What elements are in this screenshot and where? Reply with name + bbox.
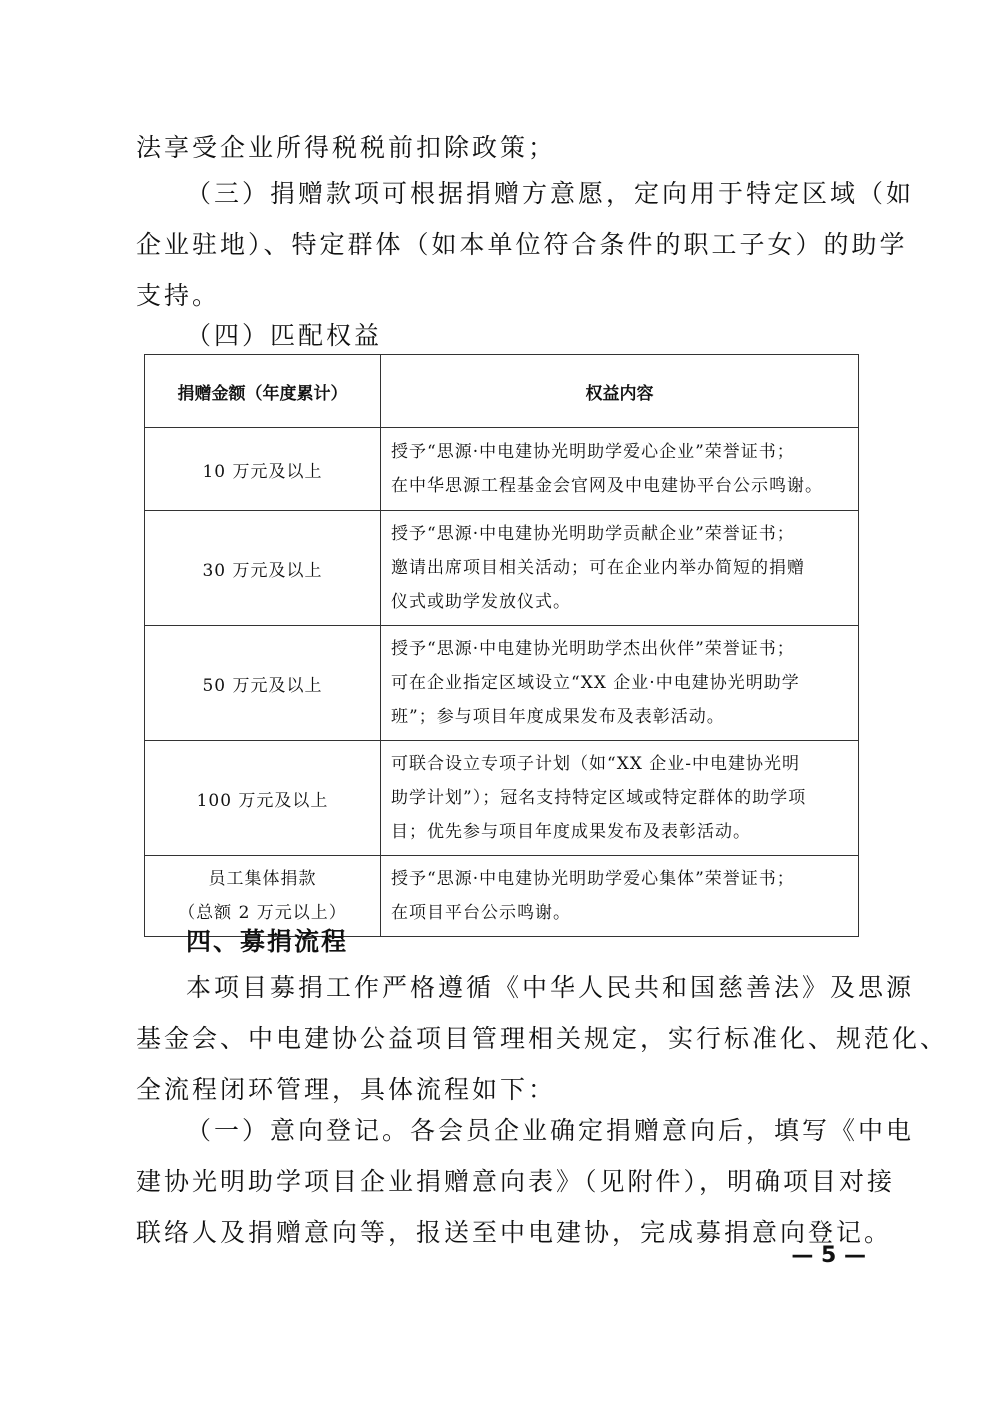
benefit-text: 可在企业指定区域设立“XX 企业·中电建协光明助学: [391, 673, 800, 693]
amount-text: 10 万元及以上: [202, 461, 323, 482]
amount-cell: [145, 428, 381, 511]
amount-cell: [145, 511, 381, 626]
benefit-text: 仪式或助学发放仪式。: [391, 592, 571, 612]
paragraph-intent-registration: [136, 1105, 915, 1258]
benefit-text: 授予“思源·中电建协光明助学贡献企业”荣誉证书；: [391, 524, 795, 544]
heading-text: 四、募捐流程: [186, 927, 349, 956]
benefit-text: 目；优先参与项目年度成果发布及表彰活动。: [391, 822, 751, 842]
text-line: 本项目募捐工作严格遵循《中华人民共和国慈善法》及思源: [186, 973, 915, 1002]
header-donation-amount: 捐赠金额（年度累计）: [145, 355, 381, 428]
amount-text: （总额 2 万元以上）: [178, 903, 347, 923]
benefit-text: 授予“思源·中电建协光明助学爱心企业”荣誉证书；: [391, 442, 795, 462]
table-row: [145, 626, 859, 741]
benefits-table: [144, 354, 859, 937]
paragraph-process-intro: [136, 962, 949, 1115]
benefit-text: 在中华思源工程基金会官网及中电建协平台公示鸣谢。: [391, 476, 823, 496]
benefit-text: 授予“思源·中电建协光明助学爱心集体”荣誉证书；: [391, 869, 795, 889]
text-line: 联络人及捐赠意向等，报送至中电建协，完成募捐意向登记。: [136, 1218, 893, 1247]
benefit-text: 可联合设立专项子计划（如“XX 企业-中电建协光明: [391, 754, 801, 774]
text-line: （三）捐赠款项可根据捐赠方意愿，定向用于特定区域（如: [186, 179, 915, 208]
benefit-text: 邀请出席项目相关活动；可在企业内举办简短的捐赠: [391, 558, 805, 578]
amount-text: 员工集体捐款: [208, 869, 317, 889]
text-line: 支持。: [136, 281, 221, 310]
benefit-text: 在项目平台公示鸣谢。: [391, 903, 571, 923]
benefit-cell: [381, 626, 859, 741]
table-header-row: [145, 355, 859, 428]
paragraph-directed-donation: [136, 168, 915, 321]
text-line: 法享受企业所得税税前扣除政策；: [136, 133, 557, 162]
benefit-text: 班”；参与项目年度成果发布及表彰活动。: [391, 707, 725, 727]
text-line: 企业驻地）、特定群体（如本单位符合条件的职工子女）的助学: [136, 230, 908, 259]
benefit-text: 助学计划”）；冠名支持特定区域或特定群体的助学项: [391, 788, 807, 808]
paragraph-tax-policy-end: [136, 122, 866, 173]
text-line: 建协光明助学项目企业捐赠意向表》（见附件），明确项目对接: [136, 1167, 896, 1196]
section-heading-fundraising-process: [136, 916, 866, 967]
text-line: 全流程闭环管理，具体流程如下：: [136, 1075, 557, 1104]
table-row: [145, 741, 859, 856]
text-line: 基金会、中电建协公益项目管理相关规定，实行标准化、规范化、: [136, 1024, 949, 1053]
amount-cell: [145, 626, 381, 741]
amount-cell: [145, 741, 381, 856]
header-benefit-content: 权益内容: [381, 355, 859, 428]
page-number: — 5 —: [791, 1243, 866, 1268]
amount-text: 50 万元及以上: [202, 675, 323, 696]
benefit-text: 授予“思源·中电建协光明助学杰出伙伴”荣誉证书；: [391, 639, 795, 659]
text-line: （四）匹配权益: [186, 321, 383, 350]
table-row: [145, 511, 859, 626]
benefit-cell: [381, 741, 859, 856]
benefit-cell: [381, 428, 859, 511]
amount-text: 30 万元及以上: [202, 560, 323, 581]
benefit-cell: [381, 511, 859, 626]
amount-text: 100 万元及以上: [196, 790, 329, 811]
table-row: [145, 428, 859, 511]
text-line: （一）意向登记。各会员企业确定捐赠意向后，填写《中电: [186, 1116, 915, 1145]
